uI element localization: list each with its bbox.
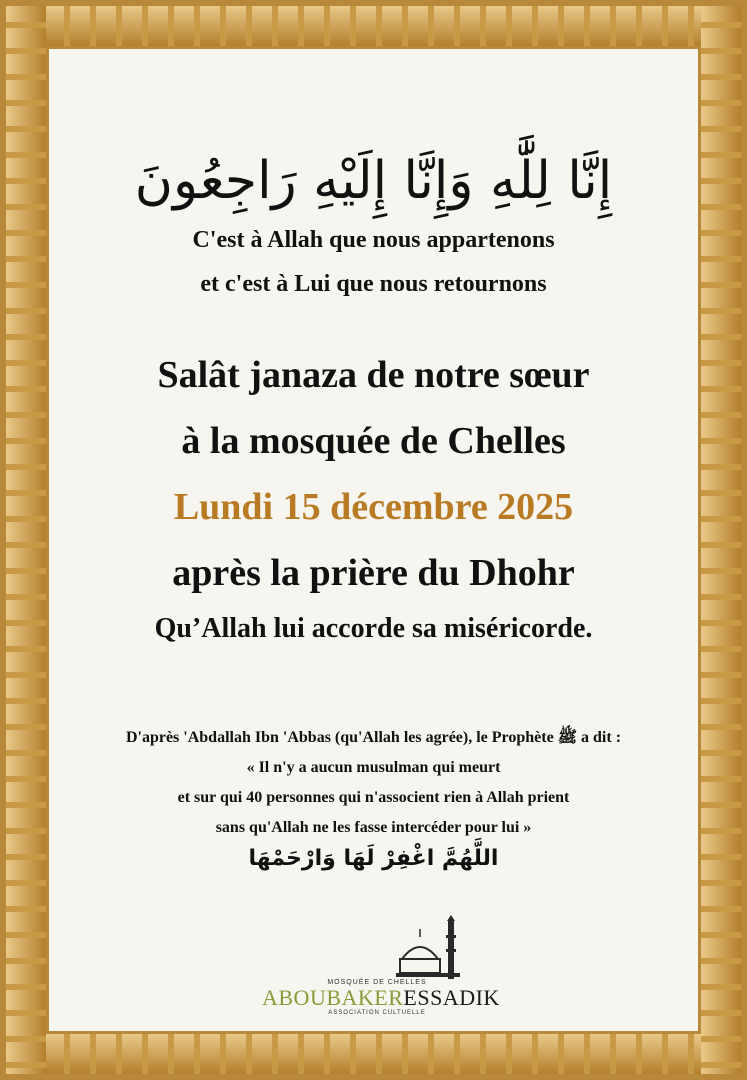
dua-arabic: اللَّهُمَّ اغْفِرْ لَهَا وَارْحَمْهَا — [248, 846, 499, 872]
logo-top-text: MOSQUÉE DE CHELLES — [327, 979, 427, 986]
logo-name-part2: ESSADIK — [403, 985, 500, 1010]
logo-name-part1: ABOUBAKER — [262, 985, 404, 1010]
greek-key-border-right — [701, 6, 741, 1074]
intro-line-1: C'est à Allah que nous appartenons — [192, 227, 555, 254]
greek-key-border-bottom — [6, 1034, 741, 1074]
date: Lundi 15 décembre 2025 — [173, 486, 574, 529]
logo-sub-text: ASSOCIATION CULTUELLE — [328, 1010, 426, 1016]
saw-symbol: ﷺ — [557, 727, 578, 747]
hadith-intro — [52, 722, 695, 753]
mosque-icon — [392, 915, 472, 985]
arabic-title: إِنَّا لِلَّٰهِ وَإِنَّا إِلَيْهِ رَاجِعُونَ — [134, 151, 613, 211]
hadith-line-3: sans qu'Allah ne les fasse intercéder pour lui » — [215, 819, 532, 837]
poster-content — [52, 150, 695, 873]
mosque-logo — [262, 915, 500, 1025]
announcement — [52, 342, 695, 652]
hadith-block — [52, 722, 695, 873]
hadith-line-1: « Il n'y a aucun musulman qui meurt — [246, 759, 501, 777]
logo-name — [262, 985, 500, 1011]
hadith-intro-after: a dit : — [581, 729, 622, 747]
hadith-line-2: et sur qui 40 personnes qui n'associent rien à Allah prient — [177, 789, 570, 807]
wish: Qu’Allah lui accorde sa miséricorde. — [154, 613, 593, 645]
intro — [52, 218, 695, 306]
greek-key-border-top — [6, 6, 741, 46]
headline-line-1: Salât janaza de notre sœur — [157, 354, 590, 397]
greek-key-border-left — [6, 6, 46, 1074]
headline-line-2: à la mosquée de Chelles — [181, 420, 566, 463]
intro-line-2: et c'est à Lui que nous retournons — [200, 271, 547, 298]
after-prayer: après la prière du Dhohr — [172, 552, 575, 595]
hadith-intro-before: D'après 'Abdallah Ibn 'Abbas (qu'Allah les agrée), le Prophète — [125, 729, 554, 747]
